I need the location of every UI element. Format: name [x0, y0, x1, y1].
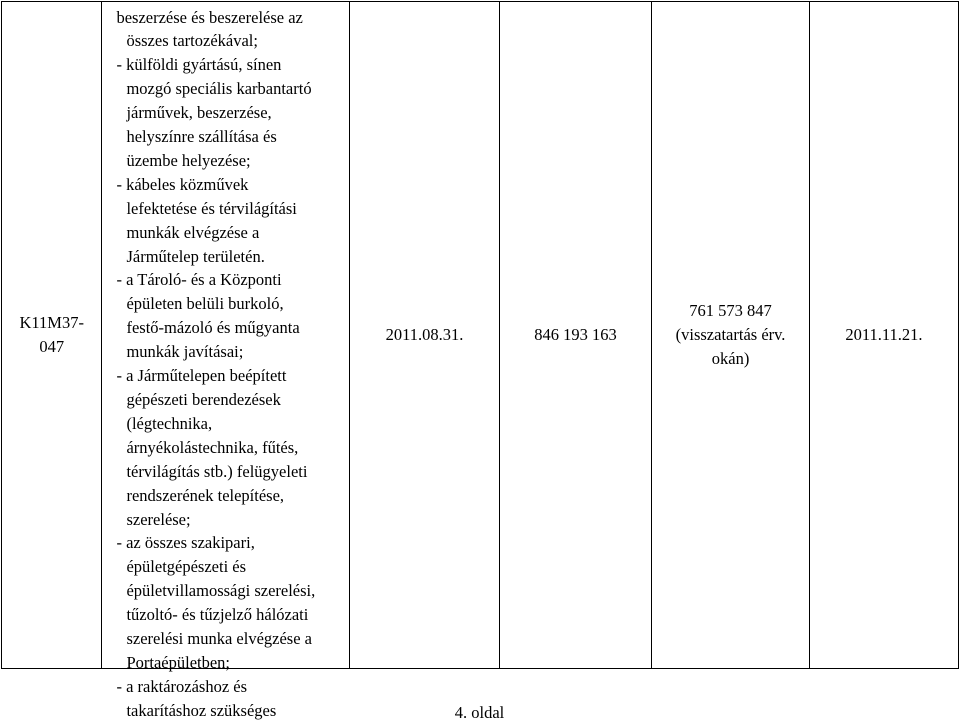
- gross-value-line-3: okán): [711, 348, 750, 368]
- description-line: helyszínre szállítása és: [126, 127, 277, 147]
- description-line: munkák elvégzése a: [126, 222, 260, 242]
- description-line: munkák javításai;: [126, 342, 244, 362]
- contract-id-line-2: 047: [39, 337, 65, 356]
- description-line: - a Járműtelepen beépített: [116, 366, 287, 386]
- description-line: Portaépületben;: [126, 652, 231, 672]
- description-line: (légtechnika,: [126, 413, 213, 433]
- description-line: járművek, beszerzése,: [126, 103, 272, 123]
- description-line: gépészeti berendezések: [126, 390, 281, 409]
- contract-id-line-1: K11M37-: [19, 313, 84, 333]
- table-row: [2, 2, 959, 669]
- description-line: - a raktározáshoz és: [116, 676, 248, 696]
- description-line: - külföldi gyártású, sínen: [116, 55, 282, 75]
- description-line: szerelési munka elvégzése a: [126, 629, 312, 649]
- description-cell: [102, 2, 350, 720]
- description-line: beszerzése és beszerelése az: [116, 7, 303, 27]
- description-line: szerelése;: [126, 509, 191, 529]
- description-line: - a Tároló- és a Központi: [116, 270, 282, 290]
- net-value-cell: 846 193 163: [499, 2, 651, 669]
- description-line: rendszerének telepítése,: [126, 485, 285, 505]
- contract-date-cell: 2011.08.31.: [350, 2, 500, 669]
- description-line: épületvillamossági szerelési,: [126, 581, 316, 601]
- description-line: - az összes szakipari,: [116, 533, 255, 553]
- description-line: - kábeles közművek: [116, 174, 249, 194]
- description-line: üzembe helyezése;: [126, 150, 251, 170]
- description-line: festő-mázoló és műgyanta: [126, 318, 300, 338]
- description-line: térvilágítás stb.) felügyeleti: [126, 461, 308, 481]
- page-number: 4. oldal: [454, 703, 505, 722]
- description-line: mozgó speciális karbantartó: [126, 79, 312, 99]
- completion-date-cell: 2011.11.21.: [809, 2, 958, 669]
- description-line: összes tartozékával;: [126, 31, 258, 51]
- description-text: [102, 3, 349, 720]
- description-line: épületen belüli burkoló,: [126, 294, 284, 314]
- description-line: épületgépészeti és: [126, 557, 247, 577]
- gross-value-cell: [652, 2, 810, 669]
- description-line: árnyékolástechnika, fűtés,: [126, 437, 299, 457]
- description-line: Járműtelep területén.: [126, 246, 265, 266]
- gross-value-line-1: 761 573 847: [689, 301, 772, 321]
- description-line: takarításhoz szükséges: [126, 700, 277, 720]
- gross-value-line-2: (visszatartás érv.: [675, 325, 786, 345]
- contract-id-cell: [2, 2, 102, 669]
- description-line: lefektetése és térvilágítási: [126, 198, 297, 218]
- description-line: tűzoltó- és tűzjelző hálózati: [126, 605, 309, 625]
